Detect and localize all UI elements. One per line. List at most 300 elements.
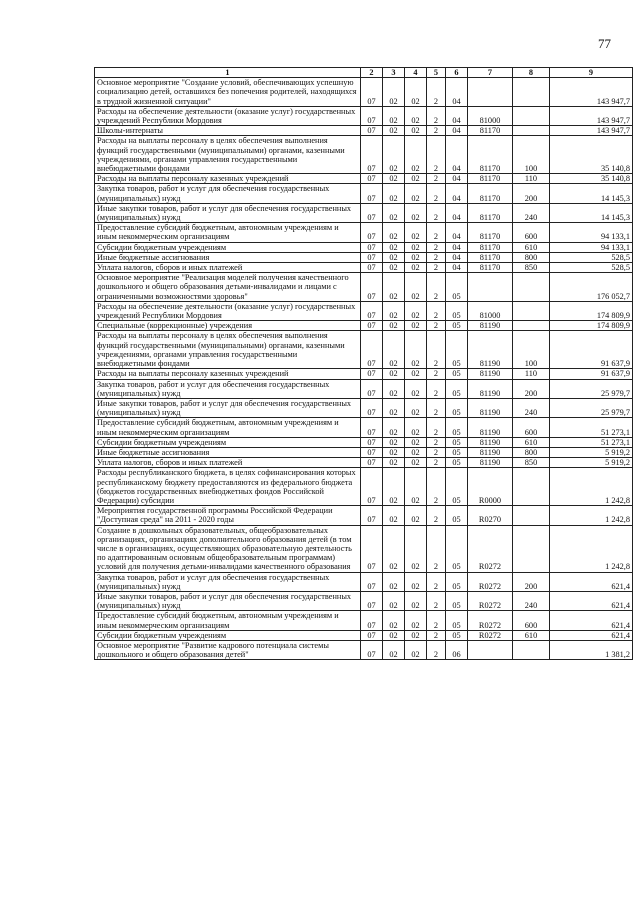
amount-cell: 528,5 (550, 252, 633, 262)
code-direction-cell: 81190 (468, 458, 513, 468)
code-section-cell: 07 (361, 203, 383, 222)
expense-type-cell: 200 (513, 379, 550, 398)
code-subprogram-cell: 2 (427, 301, 446, 320)
code-subsection-cell: 02 (383, 630, 405, 640)
code-direction-cell: R0000 (468, 468, 513, 506)
code-program-cell: 02 (405, 447, 427, 457)
row-name-cell: Закупка товаров, работ и услуг для обеспечения государственных (муниципальных) нужд (95, 572, 361, 591)
code-subprogram-cell: 2 (427, 640, 446, 659)
row-name-cell: Закупка товаров, работ и услуг для обеспечения государственных (муниципальных) нужд (95, 379, 361, 398)
code-direction-cell: 81170 (468, 184, 513, 203)
table-row (95, 369, 633, 379)
code-subsection-cell: 02 (383, 418, 405, 437)
code-subsection-cell: 02 (383, 174, 405, 184)
amount-cell: 91 637,9 (550, 331, 633, 369)
code-measure-cell: 05 (446, 468, 468, 506)
code-program-cell: 02 (405, 572, 427, 591)
code-measure-cell: 05 (446, 506, 468, 525)
code-section-cell: 07 (361, 468, 383, 506)
code-section-cell: 07 (361, 223, 383, 242)
header-cell: 1 (95, 68, 361, 78)
code-subprogram-cell: 2 (427, 447, 446, 457)
amount-cell: 174 809,9 (550, 301, 633, 320)
expense-type-cell (513, 506, 550, 525)
expense-type-cell: 610 (513, 242, 550, 252)
amount-cell: 528,5 (550, 263, 633, 273)
table-header-row (95, 68, 633, 78)
code-direction-cell: 81170 (468, 136, 513, 174)
amount-cell: 1 242,8 (550, 506, 633, 525)
table-row (95, 273, 633, 302)
code-measure-cell: 05 (446, 458, 468, 468)
code-measure-cell: 05 (446, 273, 468, 302)
code-program-cell: 02 (405, 398, 427, 417)
code-section-cell: 07 (361, 379, 383, 398)
code-section-cell: 07 (361, 572, 383, 591)
table-row (95, 78, 633, 107)
code-subprogram-cell: 2 (427, 273, 446, 302)
row-name-cell: Расходы на обеспечение деятельности (оказание услуг) государственных учреждений Республики Мордовия (95, 106, 361, 125)
row-name-cell: Закупка товаров, работ и услуг для обеспечения государственных (муниципальных) нужд (95, 184, 361, 203)
expense-type-cell: 100 (513, 136, 550, 174)
row-name-cell: Уплата налогов, сборов и иных платежей (95, 263, 361, 273)
code-subsection-cell: 02 (383, 379, 405, 398)
row-name-cell: Уплата налогов, сборов и иных платежей (95, 458, 361, 468)
code-direction-cell: 81190 (468, 437, 513, 447)
row-name-cell: Расходы на выплаты персоналу казенных учреждений (95, 174, 361, 184)
code-section-cell: 07 (361, 506, 383, 525)
code-subsection-cell: 02 (383, 184, 405, 203)
expense-type-cell: 100 (513, 331, 550, 369)
code-measure-cell: 04 (446, 252, 468, 262)
code-program-cell: 02 (405, 223, 427, 242)
code-subprogram-cell: 2 (427, 458, 446, 468)
expense-type-cell (513, 301, 550, 320)
code-subsection-cell: 02 (383, 106, 405, 125)
amount-cell: 35 140,8 (550, 174, 633, 184)
expense-type-cell (513, 78, 550, 107)
code-direction-cell: R0272 (468, 591, 513, 610)
code-subprogram-cell: 2 (427, 630, 446, 640)
code-program-cell: 02 (405, 506, 427, 525)
code-subsection-cell: 02 (383, 331, 405, 369)
code-subsection-cell: 02 (383, 525, 405, 572)
expense-type-cell: 200 (513, 184, 550, 203)
code-subsection-cell: 02 (383, 458, 405, 468)
row-name-cell: Специальные (коррекционные) учреждения (95, 321, 361, 331)
expense-type-cell: 110 (513, 369, 550, 379)
code-measure-cell: 05 (446, 321, 468, 331)
code-direction-cell: 81190 (468, 379, 513, 398)
code-subsection-cell: 02 (383, 136, 405, 174)
row-name-cell: Расходы на выплаты персоналу в целях обеспечения выполнения функций государственными (муниципальными) органами, казенными учреждениями, органами управления государственными внебюджетными фондами (95, 331, 361, 369)
table-row (95, 184, 633, 203)
code-subprogram-cell: 2 (427, 611, 446, 630)
amount-cell: 176 052,7 (550, 273, 633, 302)
code-program-cell: 02 (405, 369, 427, 379)
amount-cell: 143 947,7 (550, 126, 633, 136)
header-cell: 4 (405, 68, 427, 78)
code-measure-cell: 05 (446, 418, 468, 437)
table-row (95, 506, 633, 525)
code-subsection-cell: 02 (383, 572, 405, 591)
code-measure-cell: 05 (446, 301, 468, 320)
table-row (95, 321, 633, 331)
code-section-cell: 07 (361, 630, 383, 640)
code-subprogram-cell: 2 (427, 437, 446, 447)
code-subprogram-cell: 2 (427, 174, 446, 184)
code-subsection-cell: 02 (383, 78, 405, 107)
code-subsection-cell: 02 (383, 203, 405, 222)
table-row (95, 591, 633, 610)
code-section-cell: 07 (361, 447, 383, 457)
table-row (95, 437, 633, 447)
header-cell: 9 (550, 68, 633, 78)
code-direction-cell (468, 78, 513, 107)
code-direction-cell: 81170 (468, 252, 513, 262)
code-program-cell: 02 (405, 203, 427, 222)
header-cell: 2 (361, 68, 383, 78)
table-row (95, 106, 633, 125)
amount-cell: 174 809,9 (550, 321, 633, 331)
table-row (95, 630, 633, 640)
code-measure-cell: 05 (446, 591, 468, 610)
code-subprogram-cell: 2 (427, 418, 446, 437)
table-row (95, 525, 633, 572)
amount-cell: 1 242,8 (550, 525, 633, 572)
amount-cell: 621,4 (550, 630, 633, 640)
budget-table (94, 67, 633, 660)
code-direction-cell: R0272 (468, 630, 513, 640)
code-direction-cell: R0272 (468, 611, 513, 630)
row-name-cell: Предоставление субсидий бюджетным, автономным учреждениям и иным некоммерческим организациям (95, 418, 361, 437)
code-subsection-cell: 02 (383, 252, 405, 262)
amount-cell: 1 242,8 (550, 468, 633, 506)
table-row (95, 447, 633, 457)
code-subprogram-cell: 2 (427, 242, 446, 252)
code-measure-cell: 05 (446, 630, 468, 640)
row-name-cell: Основное мероприятие "Развитие кадрового потенциала системы дошкольного и общего образования детей" (95, 640, 361, 659)
table-row (95, 468, 633, 506)
code-program-cell: 02 (405, 273, 427, 302)
table-row (95, 174, 633, 184)
row-name-cell: Иные закупки товаров, работ и услуг для обеспечения государственных (муниципальных) нужд (95, 203, 361, 222)
expense-type-cell: 800 (513, 447, 550, 457)
code-program-cell: 02 (405, 78, 427, 107)
code-measure-cell: 05 (446, 369, 468, 379)
code-section-cell: 07 (361, 458, 383, 468)
code-section-cell: 07 (361, 184, 383, 203)
code-subprogram-cell: 2 (427, 252, 446, 262)
expense-type-cell: 200 (513, 572, 550, 591)
code-measure-cell: 04 (446, 126, 468, 136)
code-measure-cell: 04 (446, 223, 468, 242)
table-row (95, 458, 633, 468)
code-measure-cell: 04 (446, 136, 468, 174)
code-subsection-cell: 02 (383, 506, 405, 525)
code-section-cell: 07 (361, 242, 383, 252)
expense-type-cell (513, 321, 550, 331)
code-program-cell: 02 (405, 321, 427, 331)
header-cell: 7 (468, 68, 513, 78)
expense-type-cell: 240 (513, 591, 550, 610)
code-program-cell: 02 (405, 174, 427, 184)
code-program-cell: 02 (405, 468, 427, 506)
code-subsection-cell: 02 (383, 321, 405, 331)
page-number: 77 (598, 36, 611, 51)
code-program-cell: 02 (405, 301, 427, 320)
code-measure-cell: 04 (446, 263, 468, 273)
code-subprogram-cell: 2 (427, 572, 446, 591)
table-row (95, 331, 633, 369)
code-section-cell: 07 (361, 136, 383, 174)
amount-cell: 143 947,7 (550, 78, 633, 107)
code-subprogram-cell: 2 (427, 223, 446, 242)
code-subsection-cell: 02 (383, 126, 405, 136)
amount-cell: 35 140,8 (550, 136, 633, 174)
code-program-cell: 02 (405, 418, 427, 437)
code-direction-cell: 81190 (468, 321, 513, 331)
expense-type-cell: 240 (513, 203, 550, 222)
code-subprogram-cell: 2 (427, 591, 446, 610)
amount-cell: 5 919,2 (550, 458, 633, 468)
table-row (95, 572, 633, 591)
code-direction-cell: 81000 (468, 301, 513, 320)
expense-type-cell: 800 (513, 252, 550, 262)
expense-type-cell: 600 (513, 418, 550, 437)
code-section-cell: 07 (361, 78, 383, 107)
row-name-cell: Иные закупки товаров, работ и услуг для обеспечения государственных (муниципальных) нужд (95, 398, 361, 417)
code-direction-cell: 81170 (468, 223, 513, 242)
row-name-cell: Предоставление субсидий бюджетным, автономным учреждениям и иным некоммерческим организациям (95, 223, 361, 242)
code-subprogram-cell: 2 (427, 184, 446, 203)
expense-type-cell (513, 640, 550, 659)
code-section-cell: 07 (361, 525, 383, 572)
code-program-cell: 02 (405, 184, 427, 203)
code-subsection-cell: 02 (383, 591, 405, 610)
code-subprogram-cell: 2 (427, 321, 446, 331)
code-subprogram-cell: 2 (427, 369, 446, 379)
code-direction-cell: 81170 (468, 174, 513, 184)
code-measure-cell: 05 (446, 437, 468, 447)
header-cell: 6 (446, 68, 468, 78)
code-section-cell: 07 (361, 301, 383, 320)
row-name-cell: Субсидии бюджетным учреждениям (95, 242, 361, 252)
code-program-cell: 02 (405, 437, 427, 447)
code-subprogram-cell: 2 (427, 78, 446, 107)
code-section-cell: 07 (361, 591, 383, 610)
amount-cell: 1 381,2 (550, 640, 633, 659)
row-name-cell: Основное мероприятие "Создание условий, обеспечивающих успешную социализацию детей, оставшихся без попечения родителей, находящихся в трудной жизненной ситуации" (95, 78, 361, 107)
code-measure-cell: 04 (446, 242, 468, 252)
code-program-cell: 02 (405, 136, 427, 174)
row-name-cell: Расходы республиканского бюджета, в целях софинансирования которых республиканскому бюджету предоставляются из федерального бюджета (бюджетов государственных внебюджетных фондов Российской Федерации) субсидии (95, 468, 361, 506)
amount-cell: 94 133,1 (550, 223, 633, 242)
code-subsection-cell: 02 (383, 223, 405, 242)
code-direction-cell: 81170 (468, 242, 513, 252)
code-measure-cell: 04 (446, 203, 468, 222)
amount-cell: 143 947,7 (550, 106, 633, 125)
expense-type-cell: 600 (513, 611, 550, 630)
table-row (95, 126, 633, 136)
code-subsection-cell: 02 (383, 301, 405, 320)
code-subprogram-cell: 2 (427, 263, 446, 273)
code-section-cell: 07 (361, 369, 383, 379)
expense-type-cell: 610 (513, 437, 550, 447)
code-program-cell: 02 (405, 106, 427, 125)
row-name-cell: Расходы на выплаты персоналу в целях обеспечения выполнения функций государственными (муниципальными) органами, казенными учреждениями, органами управления государственными внебюджетными фондами (95, 136, 361, 174)
code-measure-cell: 05 (446, 331, 468, 369)
table-row (95, 223, 633, 242)
expense-type-cell: 110 (513, 174, 550, 184)
code-subprogram-cell: 2 (427, 525, 446, 572)
code-measure-cell: 04 (446, 78, 468, 107)
code-program-cell: 02 (405, 458, 427, 468)
code-subprogram-cell: 2 (427, 136, 446, 174)
code-measure-cell: 05 (446, 525, 468, 572)
row-name-cell: Субсидии бюджетным учреждениям (95, 437, 361, 447)
code-subprogram-cell: 2 (427, 506, 446, 525)
amount-cell: 621,4 (550, 572, 633, 591)
code-program-cell: 02 (405, 242, 427, 252)
expense-type-cell (513, 126, 550, 136)
expense-type-cell: 850 (513, 263, 550, 273)
amount-cell: 621,4 (550, 591, 633, 610)
code-measure-cell: 05 (446, 447, 468, 457)
code-program-cell: 02 (405, 379, 427, 398)
amount-cell: 14 145,3 (550, 203, 633, 222)
table-row (95, 242, 633, 252)
code-program-cell: 02 (405, 331, 427, 369)
code-section-cell: 07 (361, 331, 383, 369)
row-name-cell: Расходы на выплаты персоналу казенных учреждений (95, 369, 361, 379)
table-row (95, 379, 633, 398)
code-subprogram-cell: 2 (427, 126, 446, 136)
code-direction-cell: 81190 (468, 447, 513, 457)
code-section-cell: 07 (361, 418, 383, 437)
code-direction-cell: 81170 (468, 126, 513, 136)
code-subsection-cell: 02 (383, 398, 405, 417)
row-name-cell: Субсидии бюджетным учреждениям (95, 630, 361, 640)
table-row (95, 263, 633, 273)
code-section-cell: 07 (361, 174, 383, 184)
code-program-cell: 02 (405, 126, 427, 136)
code-subprogram-cell: 2 (427, 106, 446, 125)
header-cell: 5 (427, 68, 446, 78)
code-subsection-cell: 02 (383, 468, 405, 506)
code-section-cell: 07 (361, 126, 383, 136)
code-section-cell: 07 (361, 398, 383, 417)
table-row (95, 640, 633, 659)
code-subsection-cell: 02 (383, 369, 405, 379)
code-section-cell: 07 (361, 273, 383, 302)
code-measure-cell: 05 (446, 379, 468, 398)
code-section-cell: 07 (361, 263, 383, 273)
code-measure-cell: 05 (446, 572, 468, 591)
expense-type-cell: 600 (513, 223, 550, 242)
code-measure-cell: 05 (446, 611, 468, 630)
amount-cell: 14 145,3 (550, 184, 633, 203)
code-subprogram-cell: 2 (427, 331, 446, 369)
row-name-cell: Иные бюджетные ассигнования (95, 447, 361, 457)
expense-type-cell: 240 (513, 398, 550, 417)
code-subprogram-cell: 2 (427, 398, 446, 417)
amount-cell: 51 273,1 (550, 437, 633, 447)
code-measure-cell: 04 (446, 184, 468, 203)
expense-type-cell (513, 273, 550, 302)
code-subprogram-cell: 2 (427, 468, 446, 506)
code-measure-cell: 04 (446, 174, 468, 184)
code-direction-cell (468, 640, 513, 659)
code-measure-cell: 06 (446, 640, 468, 659)
code-measure-cell: 05 (446, 398, 468, 417)
code-subprogram-cell: 2 (427, 379, 446, 398)
row-name-cell: Основное мероприятие "Реализация моделей получения качественного дошкольного и общего образования детьми-инвалидами и лицами с ограниченными возможностями здоровья" (95, 273, 361, 302)
row-name-cell: Школы-интернаты (95, 126, 361, 136)
amount-cell: 5 919,2 (550, 447, 633, 457)
code-subsection-cell: 02 (383, 273, 405, 302)
code-direction-cell: 81190 (468, 398, 513, 417)
amount-cell: 25 979,7 (550, 398, 633, 417)
row-name-cell: Иные закупки товаров, работ и услуг для обеспечения государственных (муниципальных) нужд (95, 591, 361, 610)
code-program-cell: 02 (405, 591, 427, 610)
row-name-cell: Предоставление субсидий бюджетным, автономным учреждениям и иным некоммерческим организациям (95, 611, 361, 630)
table-body (95, 78, 633, 660)
code-subsection-cell: 02 (383, 611, 405, 630)
code-direction-cell (468, 273, 513, 302)
amount-cell: 51 273,1 (550, 418, 633, 437)
amount-cell: 94 133,1 (550, 242, 633, 252)
table-row (95, 136, 633, 174)
code-program-cell: 02 (405, 640, 427, 659)
code-direction-cell: 81170 (468, 203, 513, 222)
code-direction-cell: R0270 (468, 506, 513, 525)
table-row (95, 252, 633, 262)
code-measure-cell: 04 (446, 106, 468, 125)
code-subsection-cell: 02 (383, 640, 405, 659)
header-cell: 3 (383, 68, 405, 78)
code-direction-cell: 81190 (468, 418, 513, 437)
code-direction-cell: 81000 (468, 106, 513, 125)
code-direction-cell: 81170 (468, 263, 513, 273)
expense-type-cell (513, 106, 550, 125)
row-name-cell: Иные бюджетные ассигнования (95, 252, 361, 262)
code-program-cell: 02 (405, 630, 427, 640)
expense-type-cell: 610 (513, 630, 550, 640)
code-direction-cell: 81190 (468, 369, 513, 379)
code-program-cell: 02 (405, 263, 427, 273)
table-row (95, 203, 633, 222)
code-section-cell: 07 (361, 437, 383, 447)
code-subsection-cell: 02 (383, 242, 405, 252)
code-section-cell: 07 (361, 106, 383, 125)
amount-cell: 25 979,7 (550, 379, 633, 398)
code-section-cell: 07 (361, 321, 383, 331)
code-section-cell: 07 (361, 640, 383, 659)
code-subsection-cell: 02 (383, 437, 405, 447)
code-subprogram-cell: 2 (427, 203, 446, 222)
code-direction-cell: R0272 (468, 572, 513, 591)
code-section-cell: 07 (361, 252, 383, 262)
code-section-cell: 07 (361, 611, 383, 630)
table-row (95, 611, 633, 630)
code-direction-cell: R0272 (468, 525, 513, 572)
row-name-cell: Расходы на обеспечение деятельности (оказание услуг) государственных учреждений Республики Мордовия (95, 301, 361, 320)
row-name-cell: Создание в дошкольных образовательных, общеобразовательных организациях, организациях дополнительного образования детей (в том числе в организациях, осуществляющих образовательную деятельность по адаптированным основным общеобразовательным программам) условий для получения детьми-инвалидами качественного образования (95, 525, 361, 572)
table-row (95, 418, 633, 437)
amount-cell: 91 637,9 (550, 369, 633, 379)
table-row (95, 301, 633, 320)
